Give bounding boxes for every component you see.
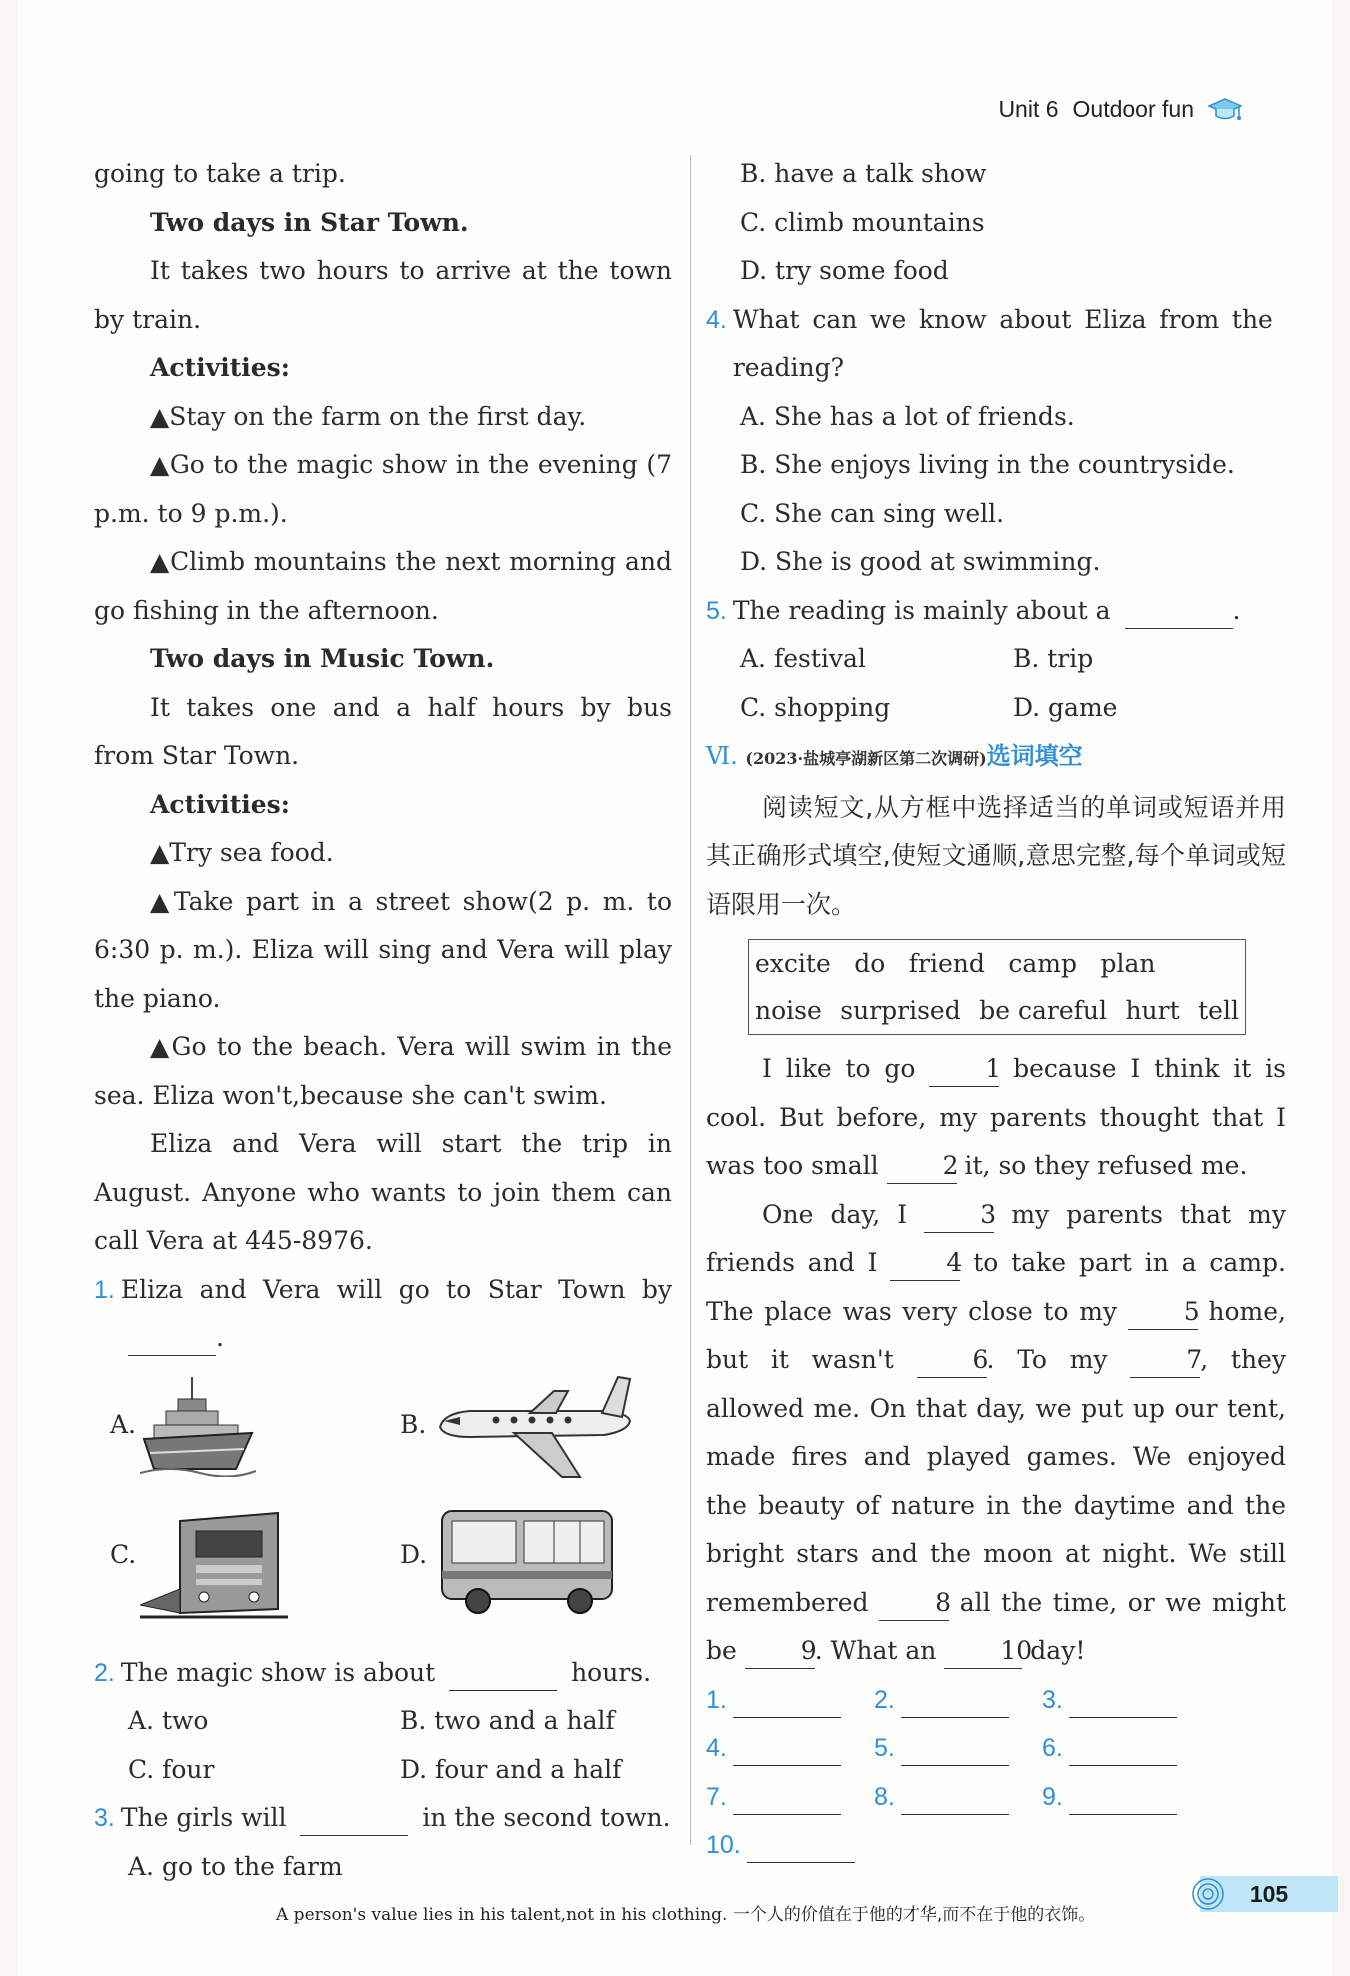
word: do: [854, 949, 886, 978]
answer-line[interactable]: [1069, 1683, 1177, 1718]
question-2-options-row-1: [94, 1697, 672, 1746]
activities-label-2: Activities:: [150, 789, 290, 819]
answer-line[interactable]: [733, 1683, 841, 1718]
star-town-title: Two days in Star Town.: [150, 207, 469, 237]
graduation-cap-icon: [1208, 97, 1242, 123]
question-4-option-a[interactable]: A. She has a lot of friends.: [740, 401, 1075, 431]
answer-row: 4. 5. 6.: [706, 1724, 1286, 1773]
cloze-blank[interactable]: 5: [1128, 1295, 1198, 1330]
star-activity-2: ▲Go to the magic show in the evening (7 p.m. to 9 p.m.).: [94, 450, 672, 528]
word-bank: [748, 939, 1246, 1035]
question-1-blank-line: .: [94, 1314, 672, 1363]
question-4-option-b[interactable]: B. She enjoys living in the countryside.: [740, 450, 1235, 479]
option[interactable]: A. two: [128, 1706, 209, 1735]
answer-line[interactable]: [901, 1683, 1009, 1718]
cloze-paragraph-1: I like to go 1 because I think it is cool. But before, my parents thought that I was too small 2 it, so they refused me.: [706, 1045, 1286, 1191]
question-4: 4. What can we know about Eliza from the reading?: [706, 296, 1286, 393]
section-instructions: 阅读短文,从方框中选择适当的单词或短语并用其正确形式填空,使短文通顺,意思完整,每个单词或短语限用一次。: [706, 792, 1286, 919]
bus-icon[interactable]: [438, 1505, 618, 1615]
answer-blank[interactable]: [1125, 594, 1233, 629]
star-activity-3: ▲Climb mountains the next morning and go fishing in the afternoon.: [94, 547, 672, 625]
activities-label: Activities:: [150, 353, 290, 382]
answer-row: 1. 2. 3.: [706, 1676, 1286, 1725]
option-d-label: D.: [400, 1539, 428, 1569]
option[interactable]: C. four: [128, 1754, 215, 1784]
page-number-tab: [1200, 1876, 1338, 1912]
cloze-blank[interactable]: 7: [1130, 1343, 1200, 1378]
question-5-options-row-2: [706, 684, 1286, 733]
word: surprised: [840, 996, 961, 1025]
question-2-options-row-2: [94, 1746, 672, 1795]
right-column: [706, 150, 1286, 1870]
answer-blank[interactable]: [449, 1656, 557, 1691]
section-heading: [706, 732, 1286, 784]
question-1: 1. Eliza and Vera will go to Star Town by: [94, 1274, 672, 1304]
word: friend: [908, 949, 985, 978]
answer-line[interactable]: [1069, 1780, 1177, 1815]
cloze-blank[interactable]: 1: [929, 1052, 999, 1087]
answer-line[interactable]: [733, 1780, 841, 1815]
music-activity-1: ▲Try sea food.: [150, 838, 334, 867]
unit-label: Unit 6: [998, 96, 1059, 122]
word: be careful: [979, 996, 1107, 1025]
cloze-paragraph-2: One day, I 3 my parents that my friends and I 4 to take part in a camp. The place was very close to my 5 home, but it wasn't 6. To my 7, they allowed me. On that day, we put up our tent, made fires and played games. We enjoyed the beauty of nature in the daytime and the bright stars and the moon at night. We still remembered 8 all the time, or we might be 9. What an 10 day!: [706, 1191, 1286, 1676]
option-b-label: B.: [400, 1409, 427, 1439]
answer-blank[interactable]: [300, 1801, 408, 1836]
question-4-option-d[interactable]: D. She is good at swimming.: [740, 547, 1101, 576]
airplane-icon[interactable]: [434, 1373, 634, 1481]
page-number: 105: [1249, 1881, 1289, 1907]
question-3: 3. The girls will in the second town.: [94, 1794, 672, 1843]
left-column: [94, 150, 672, 1891]
train-icon[interactable]: [140, 1509, 288, 1619]
unit-title: Outdoor fun: [1072, 96, 1194, 122]
section-title: 选词填空: [986, 742, 1083, 770]
passage-line: going to take a trip.: [94, 159, 346, 188]
cloze-blank[interactable]: 2: [887, 1149, 957, 1184]
option[interactable]: B. two and a half: [400, 1706, 615, 1735]
answer-line[interactable]: [901, 1731, 1009, 1766]
answer-line[interactable]: [733, 1731, 841, 1766]
quote-english: A person's value lies in his talent,not in his clothing.: [276, 1905, 728, 1925]
question-number: 3.: [94, 1804, 115, 1832]
question-3-option-a[interactable]: A. go to the farm: [128, 1851, 343, 1881]
passage-closing: Eliza and Vera will start the trip in August. Anyone who wants to join them can call Vera at 445-8976.: [94, 1129, 672, 1255]
cloze-blank[interactable]: 10: [944, 1634, 1022, 1669]
option[interactable]: C. shopping: [740, 692, 891, 722]
question-number: 2.: [94, 1658, 115, 1687]
word-bank-row: [755, 987, 1239, 1034]
option-a-label: A.: [110, 1409, 137, 1439]
question-number: 1.: [94, 1275, 115, 1304]
answer-line[interactable]: [747, 1828, 855, 1863]
transport-options: [94, 1373, 672, 1649]
answer-row: 7. 8. 9.: [706, 1773, 1286, 1822]
option[interactable]: A. festival: [740, 644, 866, 673]
music-activity-3: ▲Go to the beach. Vera will swim in the sea. Eliza won't,because she can't swim.: [94, 1032, 672, 1110]
option-c-label: C.: [110, 1539, 137, 1569]
music-town-travel: It takes one and a half hours by bus from Star Town.: [94, 692, 672, 770]
quote-chinese: 一个人的价值在于他的才华,而不在于他的衣饰。: [732, 1905, 1096, 1925]
music-town-title: Two days in Music Town.: [150, 644, 495, 673]
cloze-blank[interactable]: 9: [745, 1634, 815, 1669]
option[interactable]: D. four and a half: [400, 1754, 622, 1784]
word: tell: [1198, 996, 1239, 1025]
answer-row: 10.: [706, 1821, 1286, 1870]
word: camp: [1008, 949, 1077, 978]
option[interactable]: D. game: [1013, 692, 1118, 722]
word: plan: [1100, 949, 1156, 978]
option[interactable]: B. trip: [1013, 644, 1094, 673]
star-town-travel: It takes two hours to arrive at the town by train.: [94, 256, 672, 334]
cloze-blank[interactable]: 3: [924, 1198, 994, 1233]
question-5: 5. The reading is mainly about a .: [706, 587, 1286, 636]
workbook-page: [18, 0, 1332, 1976]
star-activity-1: ▲Stay on the farm on the first day.: [150, 401, 587, 431]
answer-line[interactable]: [1069, 1731, 1177, 1766]
question-2: 2. The magic show is about hours.: [94, 1649, 672, 1698]
column-divider: [690, 155, 691, 1845]
cloze-blank[interactable]: 6: [917, 1343, 987, 1378]
section-number: Ⅵ.: [706, 742, 738, 770]
ship-icon[interactable]: [140, 1373, 256, 1477]
footer-quote: [276, 1900, 1095, 1925]
question-number: 4.: [706, 305, 727, 334]
word-bank-row: [755, 940, 1239, 987]
question-3-option-d[interactable]: D. try some food: [740, 256, 949, 285]
page-header: [998, 96, 1242, 123]
question-3-option-c[interactable]: C. climb mountains: [740, 207, 985, 237]
answer-blank[interactable]: [128, 1321, 216, 1356]
question-number: 5.: [706, 596, 727, 625]
answer-line[interactable]: [901, 1780, 1009, 1815]
question-3-option-b[interactable]: B. have a talk show: [740, 159, 987, 188]
word: excite: [755, 949, 831, 978]
music-activity-2: ▲Take part in a street show(2 p. m. to 6:30 p. m.). Eliza will sing and Vera will play the piano.: [94, 886, 672, 1013]
word: hurt: [1125, 996, 1180, 1025]
section-source: (2023·盐城亭湖新区第二次调研): [745, 749, 987, 768]
word: noise: [755, 996, 822, 1025]
question-5-options-row-1: [706, 635, 1286, 684]
cloze-blank[interactable]: 4: [890, 1246, 960, 1281]
cloze-blank[interactable]: 8: [879, 1586, 949, 1621]
question-4-option-c[interactable]: C. She can sing well.: [740, 498, 1005, 528]
